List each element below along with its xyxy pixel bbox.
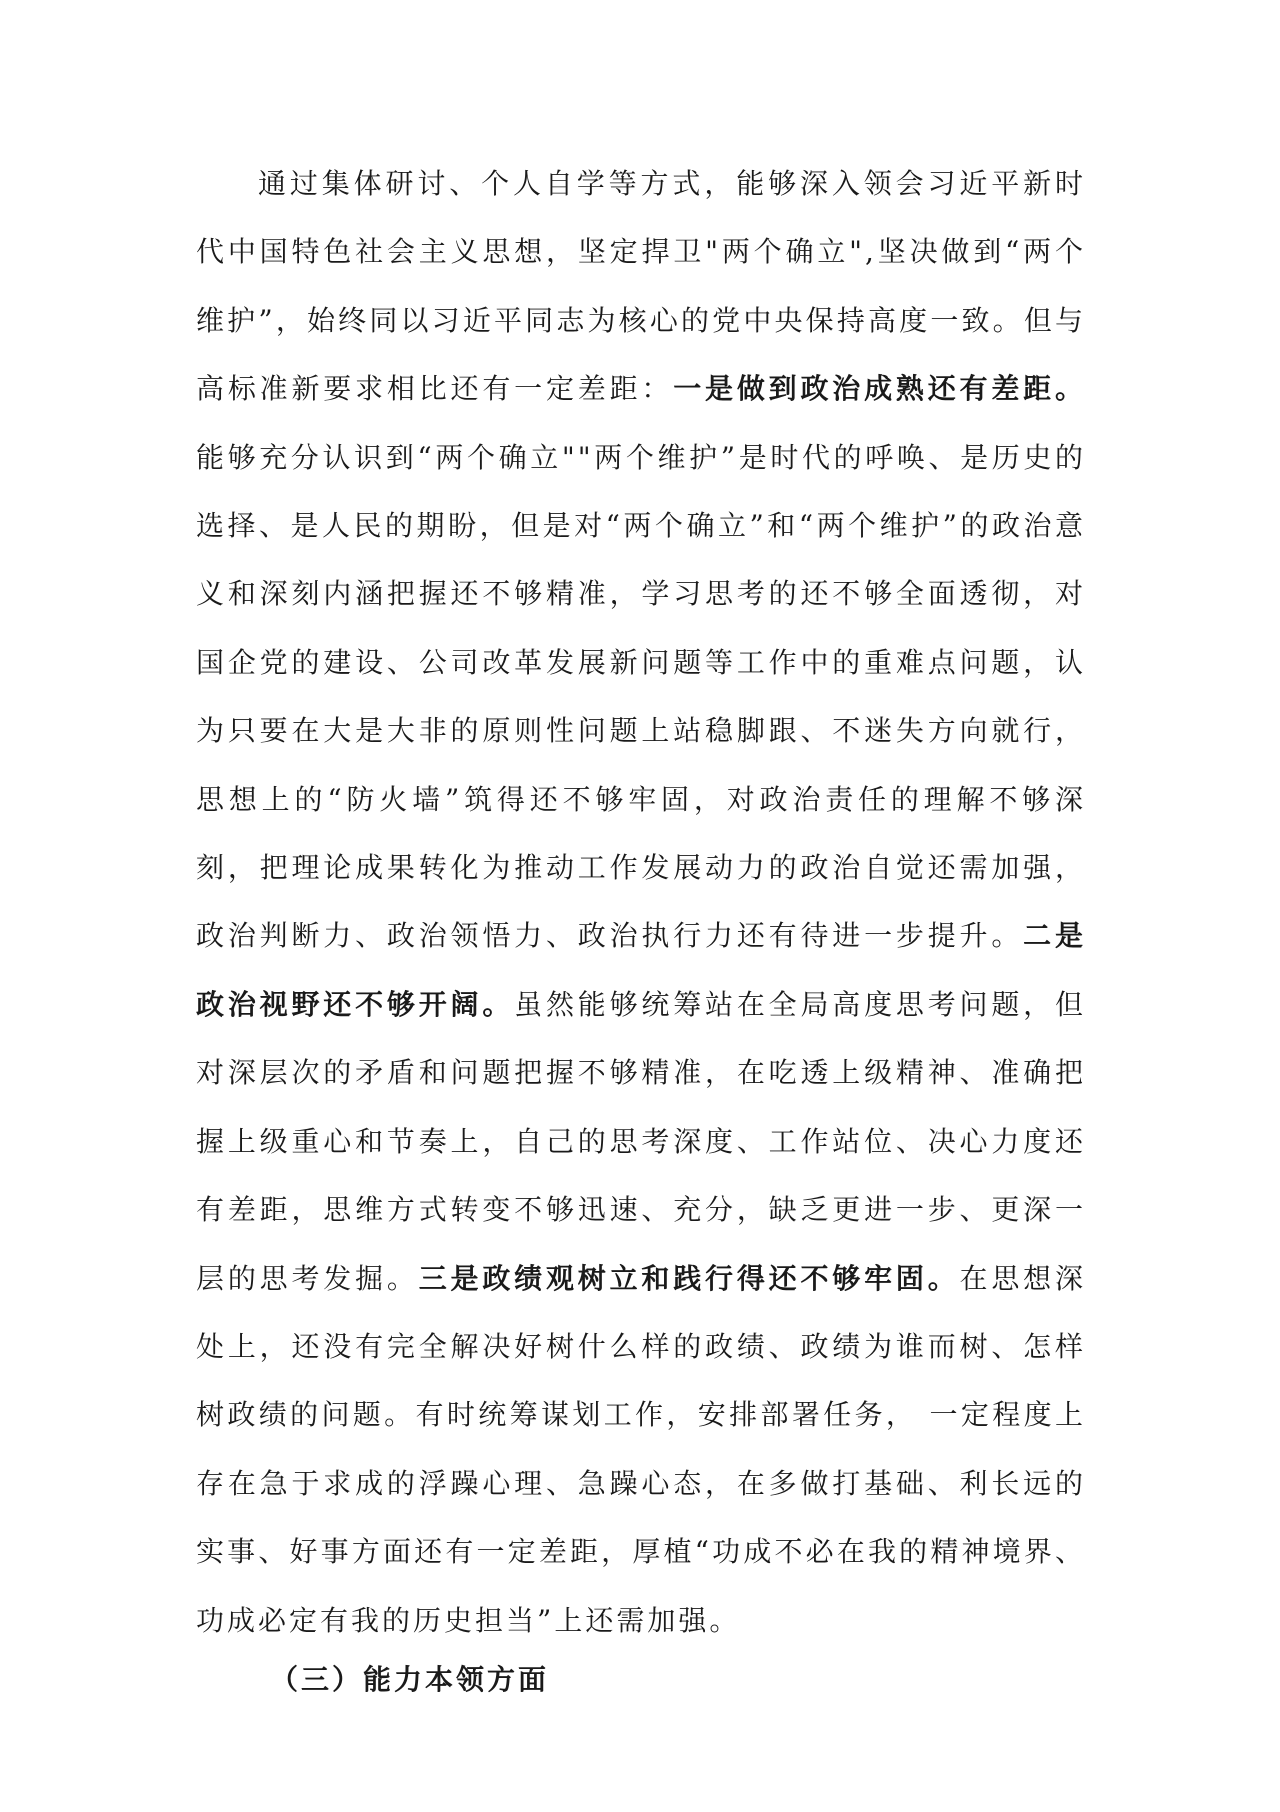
body-paragraph (196, 150, 1086, 1655)
paragraph-text-2: 能够充分认识到“两个确立""两个维护”是时代的呼唤、是历史的选择、是人民的期盼，但是对“两个确立”和“两个维护”的政治意义和深刻内涵把握还不够精准，学习思考的还不够全面透彻，对国企党的建设、公司改革发展新问题等工作中的重难点问题，认为只要在大是大非的原则性问题上站稳脚跟、不迷失方向就行，思想上的“防火墙”筑得还不够牢固，对政治责任的理解不够深刻，把理论成果转化为推动工作发展动力的政治自觉还需加强，政治判断力、政治领悟力、政治执行力还有待进一步提升。 (196, 440, 1086, 953)
section-heading: （三）能力本领方面 (270, 1663, 550, 1696)
point-one-heading: 一是做到政治成熟还有差距。 (673, 372, 1086, 406)
paragraph-text-4: 在思想深处上，还没有完全解决好树什么样的政绩、政绩为谁而树、怎样树政绩的问题。有时统筹谋划工作，安排部署任务， 一定程度上存在急于求成的浮躁心理、急躁心态，在多做打基础、利长远的实事、好事方面还有一定差距，厚植“功成不必在我的精神境界、功成必定有我的历史担当”上还需加强。 (196, 1261, 1086, 1637)
point-three-heading: 三是政绩观树立和践行得还不够牢固。 (418, 1261, 960, 1295)
paragraph-text-3: 虽然能够统筹站在全局高度思考问题，但对深层次的矛盾和问题把握不够精准，在吃透上级精神、准确把握上级重心和节奏上，自己的思考深度、工作站位、决心力度还有差距，思维方式转变不够迅速、充分，缺乏更进一步、更深一层的思考发掘。 (196, 987, 1086, 1295)
point-two-heading: 二是政治视野还不够开阔。 (196, 919, 1086, 1021)
paragraph-text-1: 通过集体研讨、个人自学等方式，能够深入领会习近平新时代中国特色社会主义思想，坚定捍卫"两个确立",坚决做到“两个维护”，始终同以习近平同志为核心的党中央保持高度一致。但与高标准新要求相比还有一定差距： (196, 167, 1086, 406)
